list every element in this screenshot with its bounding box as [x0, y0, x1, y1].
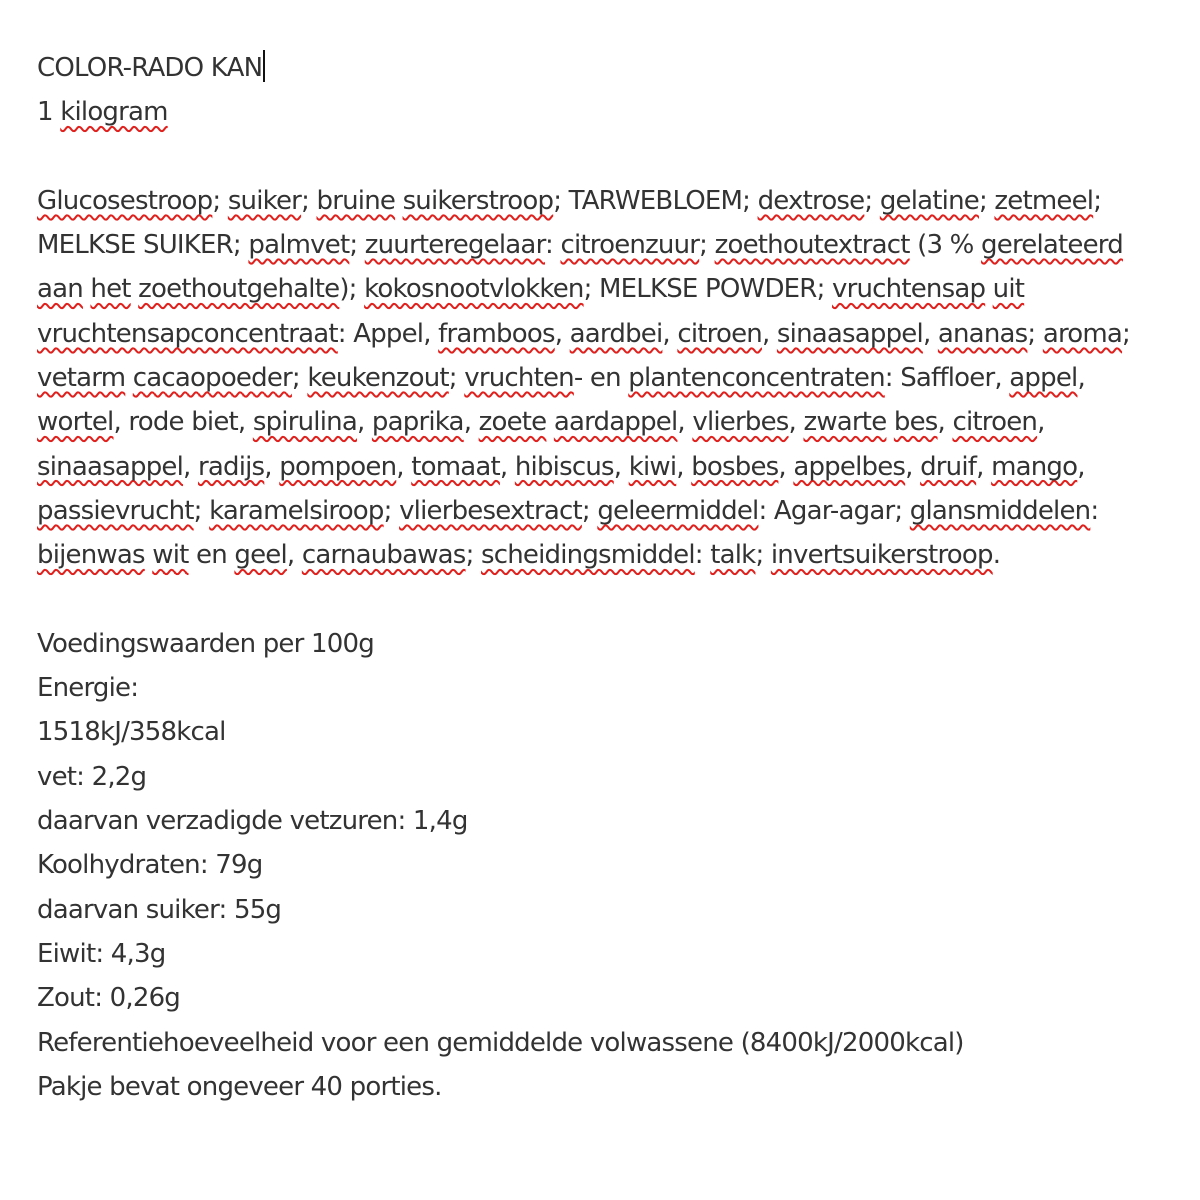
word: geleermiddel [597, 495, 759, 526]
word: glansmiddelen [909, 495, 1091, 526]
text: ; [301, 185, 317, 216]
text: , [463, 407, 479, 438]
word: citroen [677, 318, 762, 349]
text: : Agar-agar; [758, 495, 910, 526]
text: ; [978, 185, 995, 216]
text: : Saffloer, [884, 363, 1010, 394]
text: , [286, 540, 302, 571]
word: vruchten [464, 363, 574, 394]
word: scheidingsmiddel [481, 540, 695, 571]
word: mango [991, 451, 1078, 482]
text: , [554, 318, 570, 349]
word: vruchtensap [832, 274, 986, 305]
text: , [677, 407, 693, 438]
text: ; TARWEBLOEM; [553, 185, 758, 216]
word: bijenwas [37, 540, 145, 571]
text: en [188, 540, 235, 571]
text: ; [383, 495, 400, 526]
ingredients-line-1[interactable] [37, 179, 1177, 223]
text: , [922, 318, 938, 349]
text: ; [1093, 185, 1102, 216]
word: hibiscus [514, 451, 614, 482]
fat-line[interactable]: vet: 2,2g [37, 761, 147, 792]
text: ; [212, 185, 228, 216]
salt-line[interactable]: Zout: 0,26g [37, 983, 181, 1014]
word: zoete [478, 407, 547, 438]
nutrition-heading[interactable]: Voedingswaarden per 100g [37, 628, 374, 659]
carbohydrates-line[interactable]: Koolhydraten: 79g [37, 850, 263, 881]
word: palmvet [248, 230, 350, 261]
text: , [662, 318, 678, 349]
ingredients-line-4[interactable] [37, 312, 1177, 356]
text: ; [1122, 318, 1131, 349]
text: ; [448, 363, 465, 394]
word: aardappel [553, 407, 678, 438]
word: druif [920, 451, 977, 482]
text: , [264, 451, 280, 482]
document-body[interactable] [37, 46, 1177, 1109]
word: aardbei [569, 318, 663, 349]
word: wortel [37, 407, 114, 438]
ingredients-line-6[interactable] [37, 400, 1177, 444]
word: sinaasappel [37, 451, 184, 482]
text-cursor [263, 50, 265, 82]
word: radijs [197, 451, 265, 482]
ingredients-line-3[interactable] [37, 267, 1177, 311]
word: aroma [1042, 318, 1123, 349]
word: karamelsiroop [209, 495, 384, 526]
portions-line[interactable]: Pakje bevat ongeveer 40 porties. [37, 1071, 442, 1102]
text: ; [699, 230, 715, 261]
word: gerelateerd [981, 230, 1123, 261]
word: pompoen [279, 451, 397, 482]
text: ; [581, 495, 598, 526]
word: paprika [371, 407, 464, 438]
protein-line[interactable]: Eiwit: 4,3g [37, 938, 166, 969]
text: , [976, 451, 992, 482]
text: , rode biet, [113, 407, 253, 438]
text: , [1077, 363, 1085, 394]
text [546, 407, 553, 437]
word: kiwi [628, 451, 677, 482]
word: appel [1009, 363, 1078, 394]
text: MELKSE SUIKER; [37, 230, 249, 261]
ingredients-line-2[interactable] [37, 223, 1177, 267]
text: ; [465, 540, 481, 571]
text: ; [349, 230, 365, 261]
word: suiker [227, 185, 302, 216]
text: , [761, 318, 777, 349]
text: , [788, 407, 804, 438]
text: , [1077, 451, 1085, 482]
text: , [905, 451, 921, 482]
title-line[interactable] [37, 46, 1177, 90]
word: talk [710, 540, 756, 571]
word: uit [992, 274, 1025, 305]
ingredients-line-8[interactable] [37, 489, 1177, 533]
word: bruine [316, 185, 396, 216]
weight-unit: kilogram [60, 97, 168, 128]
energy-label[interactable]: Energie: [37, 673, 139, 704]
word: zuurteregelaar [364, 230, 546, 261]
text: , [1037, 407, 1045, 438]
sugars-line[interactable]: daarvan suiker: 55g [37, 894, 282, 925]
text: , [937, 407, 953, 438]
saturated-fat-line[interactable]: daarvan verzadigde vetzuren: 1,4g [37, 806, 468, 837]
text: , [676, 451, 692, 482]
weight-number: 1 [37, 97, 61, 128]
word: citroenzuur [560, 230, 700, 261]
ingredients-line-5[interactable] [37, 356, 1177, 400]
word: vlierbesextract [399, 495, 582, 526]
word: cacaopoeder [132, 363, 292, 394]
text: . [992, 540, 1001, 571]
word: invertsuikerstroop [770, 540, 993, 571]
word: Glucosestroop [37, 185, 213, 216]
word: vlierbes [692, 407, 789, 438]
word: passievrucht [37, 495, 194, 526]
text: : [1090, 495, 1099, 526]
blank-line [37, 578, 1177, 622]
word: spirulina [252, 407, 357, 438]
weight-line[interactable] [37, 90, 1177, 134]
product-title: COLOR-RADO KAN [37, 53, 263, 83]
text: - en [573, 363, 629, 394]
text: ; [755, 540, 771, 571]
text [125, 363, 132, 393]
word: suikerstroop [402, 185, 554, 216]
word: citroen [952, 407, 1038, 438]
word: vruchtensapconcentraat [37, 318, 338, 349]
word: geel [234, 540, 287, 571]
text [886, 407, 893, 437]
word: zoethoutextract [714, 230, 910, 261]
text: , [183, 451, 198, 482]
word: aan [37, 274, 83, 305]
text: , [499, 451, 515, 482]
text: ; [193, 495, 210, 526]
word: sinaasappel [776, 318, 923, 349]
word: framboos [438, 318, 555, 349]
ingredients-line-9[interactable] [37, 533, 1177, 577]
text: ; [291, 363, 308, 394]
reference-intake-line[interactable]: Referentiehoeveelheid voor een gemiddelde volwassene (8400kJ/2000kcal) [37, 1027, 964, 1058]
word: gelatine [879, 185, 979, 216]
text [395, 186, 402, 216]
text: : [694, 540, 711, 571]
word: appelbes [793, 451, 906, 482]
text: ; MELKSE POWDER; [583, 274, 832, 305]
text: : [545, 230, 561, 261]
word: plantenconcentraten [628, 363, 885, 394]
word: zwarte [803, 407, 887, 438]
word: tomaat [411, 451, 500, 482]
text [985, 274, 992, 304]
text: ); [339, 274, 365, 305]
word: wit [152, 540, 189, 571]
word: bosbes [691, 451, 779, 482]
text: , [613, 451, 629, 482]
word: kokosnootvlokken [364, 274, 584, 305]
word: ananas [937, 318, 1028, 349]
word: zoethoutgehalte [138, 274, 340, 305]
text: , [778, 451, 794, 482]
text: , [396, 451, 412, 482]
word: bes [893, 407, 938, 438]
word: het [90, 274, 131, 305]
text: ; [864, 185, 880, 216]
text: (3 % [909, 230, 982, 261]
energy-value[interactable]: 1518kJ/358kcal [37, 717, 226, 748]
text: : Appel, [337, 318, 439, 349]
word: keukenzout [307, 363, 449, 394]
blank-line [37, 135, 1177, 179]
word: vetarm [37, 363, 126, 394]
word: dextrose [757, 185, 865, 216]
word: carnaubawas [301, 540, 466, 571]
ingredients-line-7[interactable] [37, 445, 1177, 489]
word: zetmeel [994, 185, 1094, 216]
text: ; [1027, 318, 1043, 349]
text: , [356, 407, 372, 438]
